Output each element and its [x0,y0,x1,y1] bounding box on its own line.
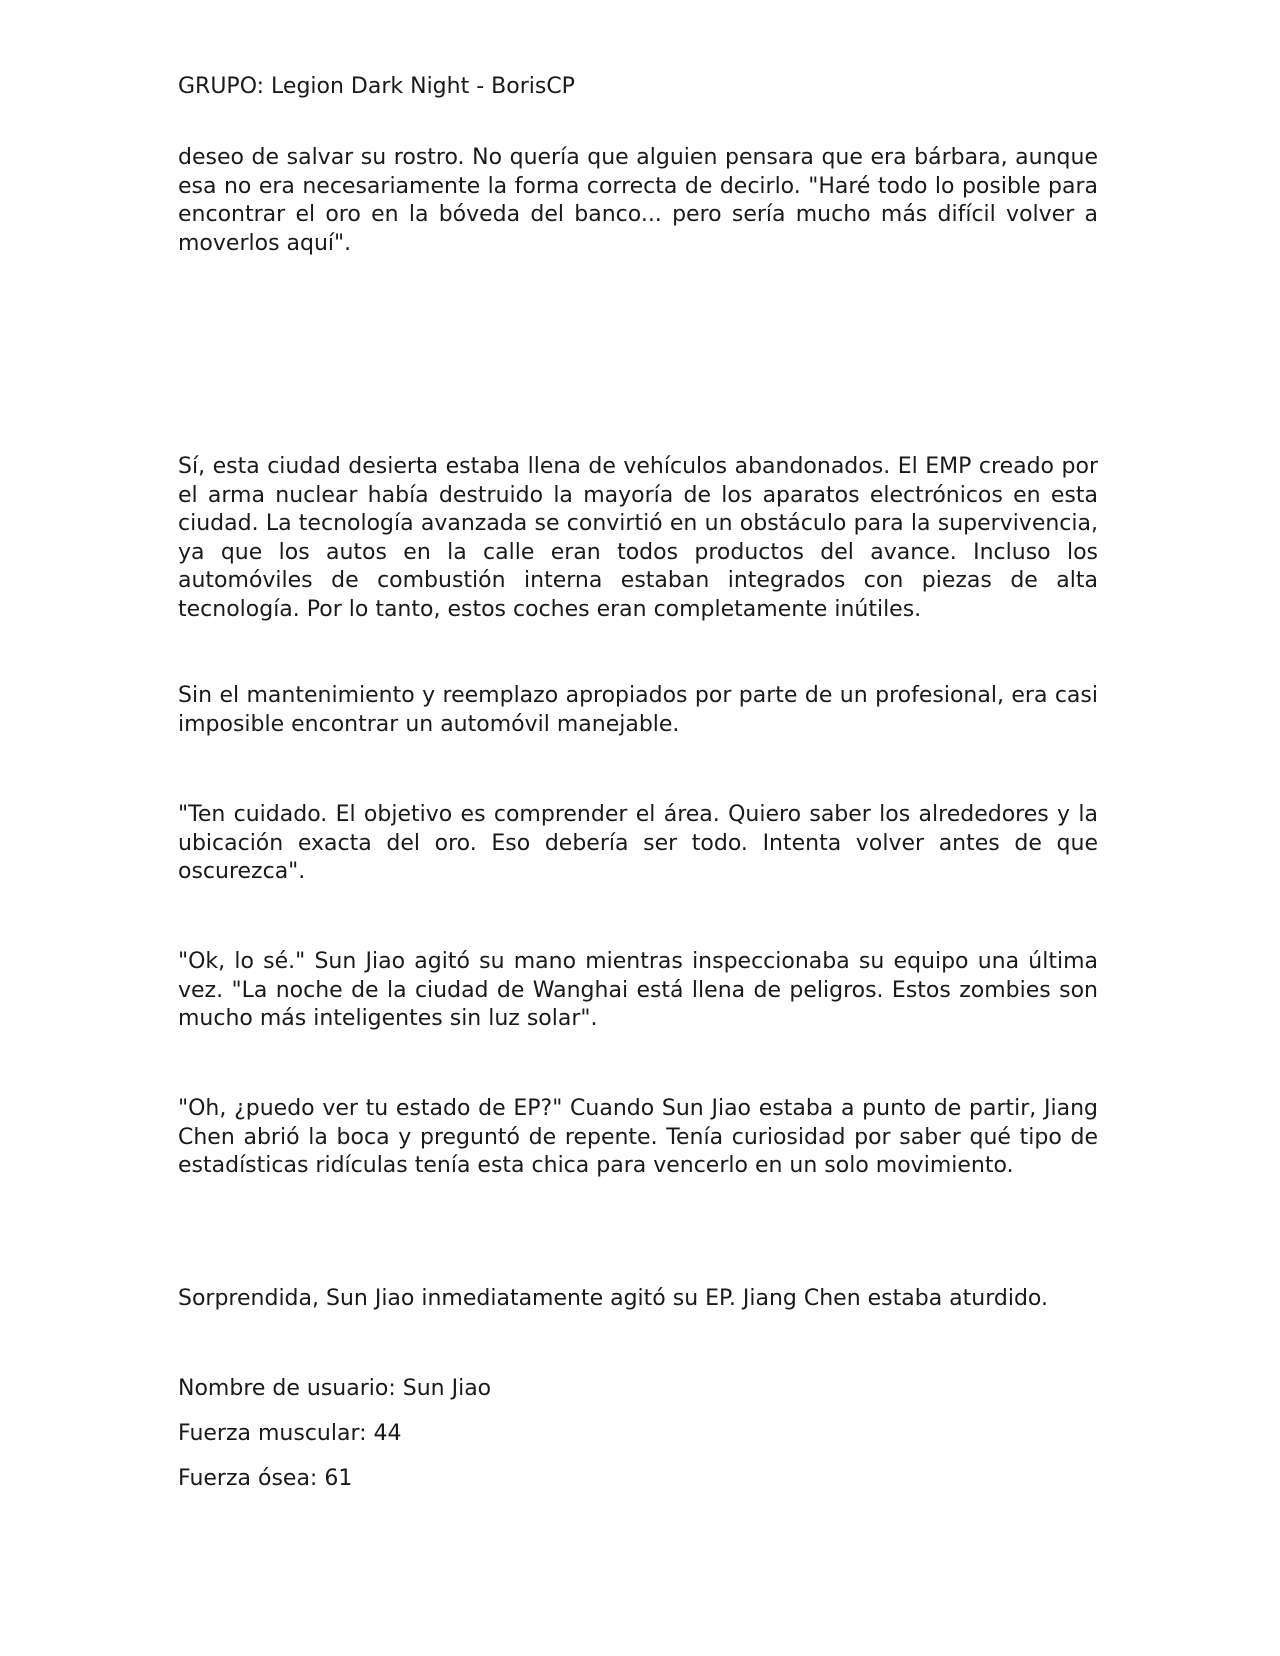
paragraph-4: "Ten cuidado. El objetivo es comprender el área. Quiero saber los alrededores y la ubicación exacta del oro. Eso debería ser todo. Intenta volver antes de que oscurezca". [178,802,1098,884]
stat-bone-strength: Fuerza ósea: 61 [178,1466,353,1491]
paragraph-3: Sin el mantenimiento y reemplazo apropiados por parte de un profesional, era casi imposible encontrar un automóvil manejable. [178,683,1098,737]
document-page [178,0,1098,1656]
stat-muscle-strength: Fuerza muscular: 44 [178,1421,402,1446]
paragraph-1: deseo de salvar su rostro. No quería que alguien pensara que era bárbara, aunque esa no era necesariamente la forma correcta de decirlo. "Haré todo lo posible para encontrar el oro en la bóveda del banco... pero sería mucho más difícil volver a moverlos aquí". [178,145,1098,256]
paragraph-2: Sí, esta ciudad desierta estaba llena de vehículos abandonados. El EMP creado por el arma nuclear había destruido la mayoría de los aparatos electrónicos en esta ciudad. La tecnología avanzada se convirtió en un obstáculo para la supervivencia, ya que los autos en la calle eran todos productos del avance. Incluso los automóviles de combustión interna estaban integrados con piezas de alta tecnología. Por lo tanto, estos coches eran completamente inútiles. [178,454,1098,622]
paragraph-5: "Ok, lo sé." Sun Jiao agitó su mano mientras inspeccionaba su equipo una última vez. "La noche de la ciudad de Wanghai está llena de peligros. Estos zombies son mucho más inteligentes sin luz solar". [178,949,1098,1031]
paragraph-7: Sorprendida, Sun Jiao inmediatamente agitó su EP. Jiang Chen estaba aturdido. [178,1286,1048,1311]
stat-username: Nombre de usuario: Sun Jiao [178,1376,492,1401]
paragraph-6: "Oh, ¿puedo ver tu estado de EP?" Cuando Sun Jiao estaba a punto de partir, Jiang Chen abrió la boca y preguntó de repente. Tenía curiosidad por saber qué tipo de estadísticas ridículas tenía esta chica para vencerlo en un solo movimiento. [178,1096,1098,1178]
page-header: GRUPO: Legion Dark Night - BorisCP [178,74,575,99]
